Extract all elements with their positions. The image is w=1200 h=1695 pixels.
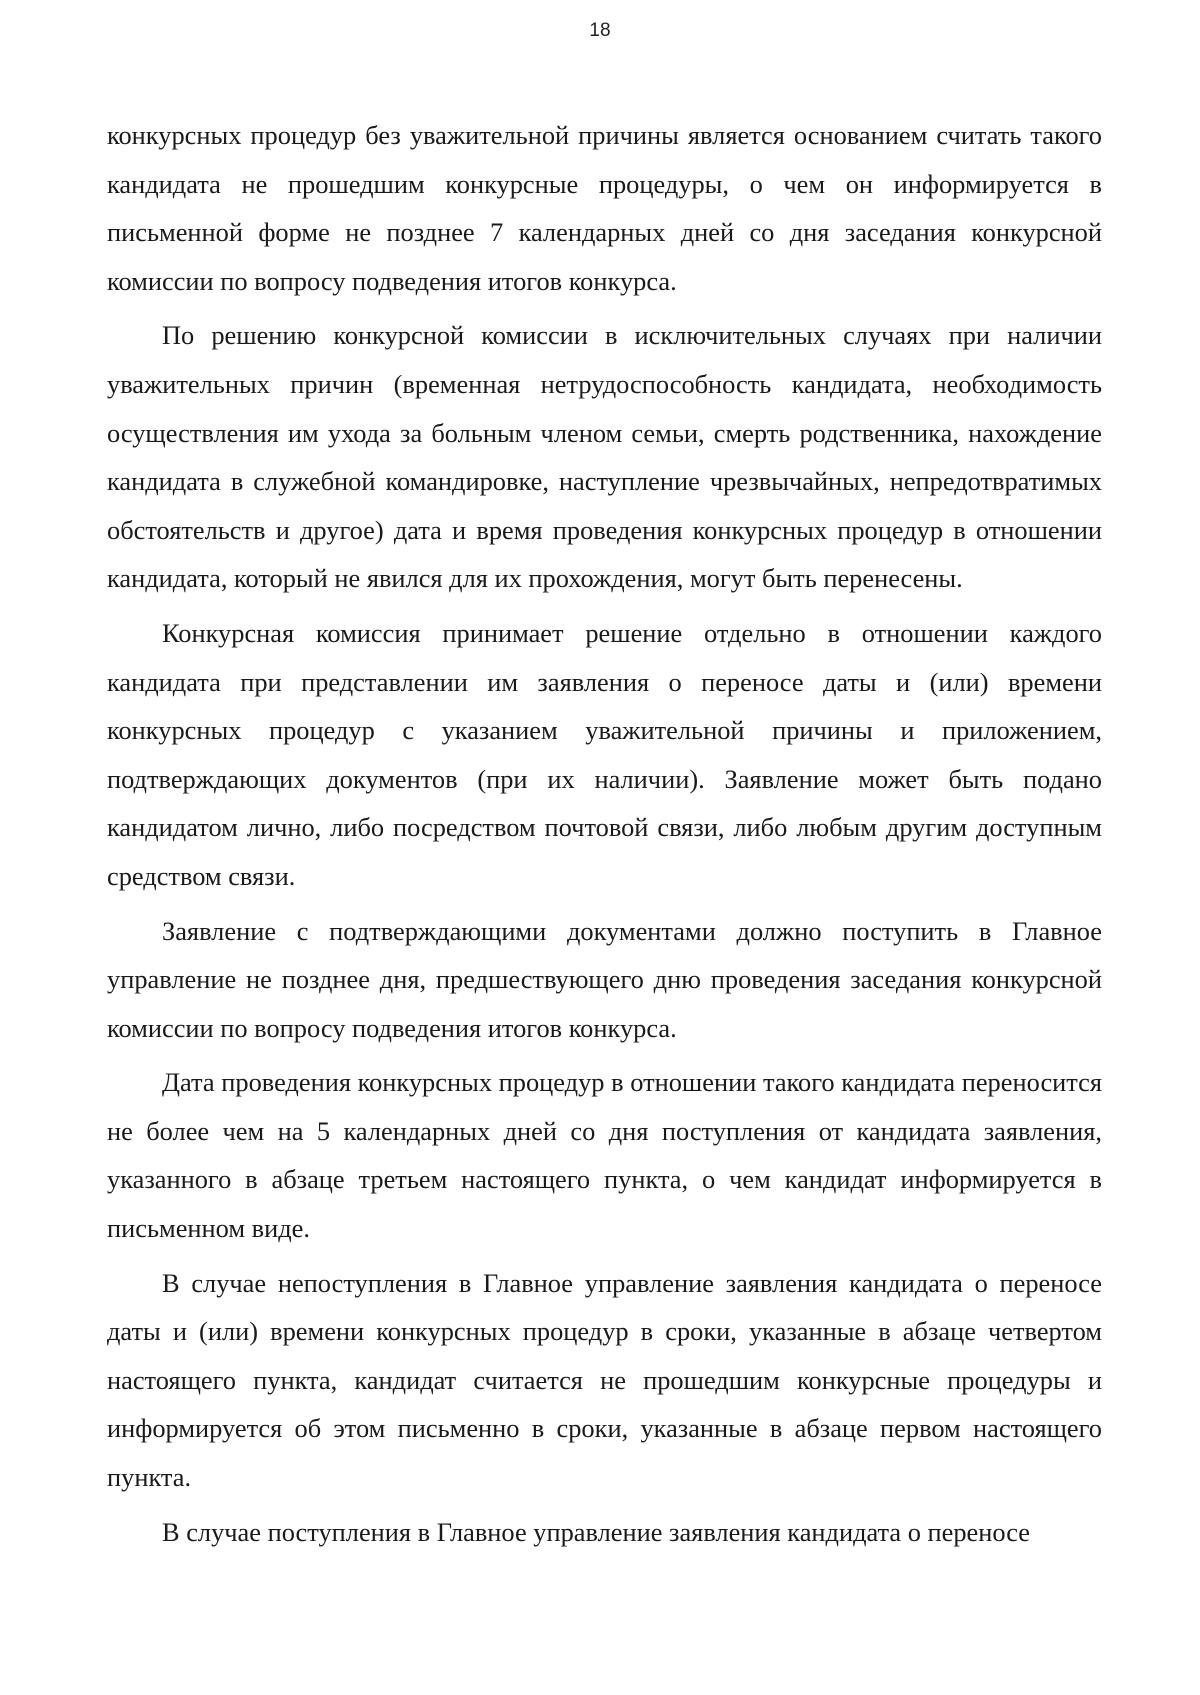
paragraph-commission-decision: Конкурсная комиссия принимает решение отдельно в отношении каждого кандидата при представлении им заявления о переносе даты и (или) времени конкурсных процедур с указанием уважительной причины и приложением, подтверждающих документов (при их наличии). Заявление может быть подано кандидатом лично, либо посредством почтовой связи, либо любым другим доступным средством связи. [107,617,1102,891]
paragraph-receipt: В случае поступления в Главное управление заявления кандидата о переносе [162,1516,1030,1547]
paragraph-non-receipt: В случае непоступления в Главное управление заявления кандидата о переносе даты и (или) времени конкурсных процедур в сроки, указанные в абзаце четвертом настоящего пункта, кандидат считается не прошедшим конкурсные процедуры и информируется об этом письменно в сроки, указанные в абзаце первом настоящего пункта. [107,1267,1102,1493]
document-body [107,111,1102,1562]
paragraph-postponement-period: Дата проведения конкурсных процедур в отношении такого кандидата переносится не более чем на 5 календарных дней со дня поступления от кандидата заявления, указанного в абзаце третьем настоящего пункта, о чем кандидат информируется в письменном виде. [107,1067,1102,1244]
paragraph-application-deadline: Заявление с подтверждающими документами должно поступить в Главное управление не позднее дня, предшествующего дню проведения заседания конкурсной комиссии по вопросу подведения итогов конкурса. [107,915,1102,1043]
paragraph-postponement-grounds: По решению конкурсной комиссии в исключительных случаях при наличии уважительных причин (временная нетрудоспособность кандидата, необходимость осуществления им ухода за больным членом семьи, смерть родственника, нахождение кандидата в служебной командировке, наступление чрезвычайных, непредотвратимых обстоятельств и другое) дата и время проведения конкурсных процедур в отношении кандидата, который не явился для их прохождения, могут быть перенесены. [107,320,1102,594]
paragraph-continuation: конкурсных процедур без уважительной причины является основанием считать такого кандидата не прошедшим конкурсные процедуры, о чем он информируется в письменной форме не позднее 7 календарных дней со дня заседания конкурсной комиссии по вопросу подведения итогов конкурса. [107,120,1102,296]
page-number: 18 [589,20,611,41]
